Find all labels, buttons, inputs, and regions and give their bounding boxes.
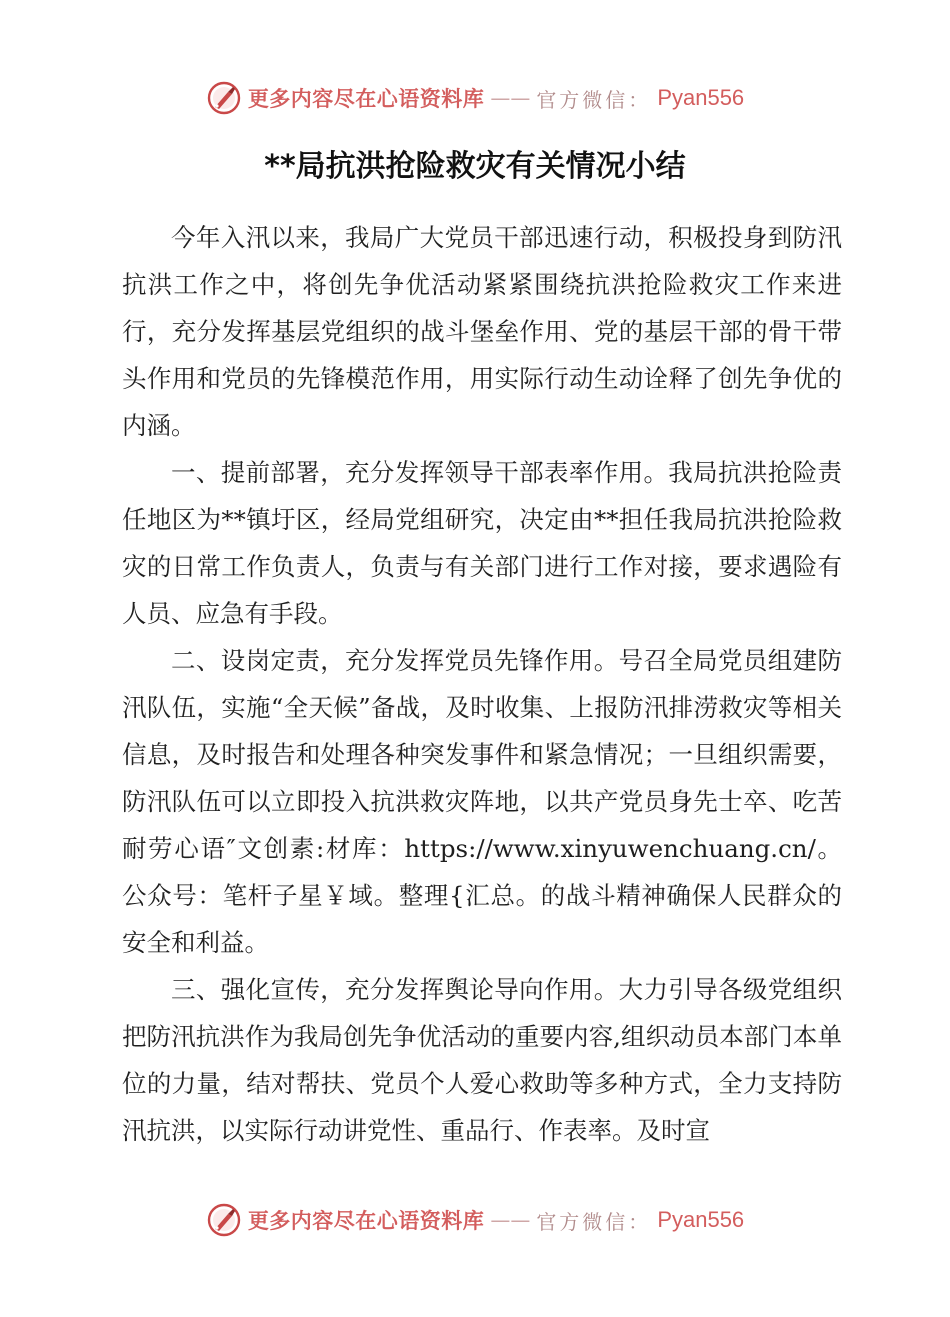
banner-wechat-label: 官方微信： — [536, 1209, 652, 1234]
banner-wechat-id: Pyan556 — [657, 1207, 745, 1232]
paragraph-section-one: 一、提前部署，充分发挥领导干部表率作用。我局抗洪抢险责任地区为**镇圩区，经局党组研究，决定由**担任我局抗洪抢险救灾的日常工作负责人，负责与有关部门进行工作对接，要求遇险有人员、应急有手段。 — [122, 458, 842, 628]
paragraph-intro: 今年入汛以来，我局广大党员干部迅速行动，积极投身到防汛抗洪工作之中，将创先争优活动紧紧围绕抗洪抢险救灾工作来进行，充分发挥基层党组织的战斗堡垒作用、党的基层干部的骨干带头作用和党员的先锋模范作用，用实际行动生动诠释了创先争优的内涵。 — [122, 223, 842, 440]
banner-site-text: 更多内容尽在心语资料库 — [247, 1208, 485, 1233]
document-body — [122, 214, 842, 1154]
paragraph-section-three: 三、强化宣传，充分发挥舆论导向作用。大力引导各级党组织把防汛抗洪作为我局创先争优活动的重要内容,组织动员本部门本单位的力量，结对帮扶、党员个人爱心救助等多种方式，全力支持防汛抗洪，以实际行动讲党性、重品行、作表率。及时宣 — [122, 975, 842, 1145]
banner-site-text: 更多内容尽在心语资料库 — [247, 86, 485, 111]
paragraph-section-two: 二、设岗定责，充分发挥党员先锋作用。号召全局党员组建防汛队伍，实施“全天候”备战，及时收集、上报防汛排涝救灾等相关信息，及时报告和处理各种突发事件和紧急情况；一旦组织需要，防汛队伍可以立即投入抗洪救灾阵地，以共产党员身先士卒、吃苦耐劳心语″文创素:材库：https://www.xinyuwenchuang.cn/。公众号：笔杆子星￥域。整理{汇总。的战斗精神确保人民群众的安全和利益。 — [122, 646, 842, 957]
pen-logo-icon — [206, 80, 242, 116]
header-watermark-banner — [0, 76, 950, 120]
document-title: **局抗洪抢险救灾有关情况小结 — [264, 149, 686, 184]
pen-logo-icon — [206, 1202, 242, 1238]
banner-wechat-label: 官方微信： — [536, 87, 652, 112]
banner-separator: —— — [490, 86, 531, 110]
footer-watermark-banner — [0, 1198, 950, 1242]
banner-wechat-id: Pyan556 — [657, 85, 745, 110]
banner-separator: —— — [490, 1208, 531, 1232]
